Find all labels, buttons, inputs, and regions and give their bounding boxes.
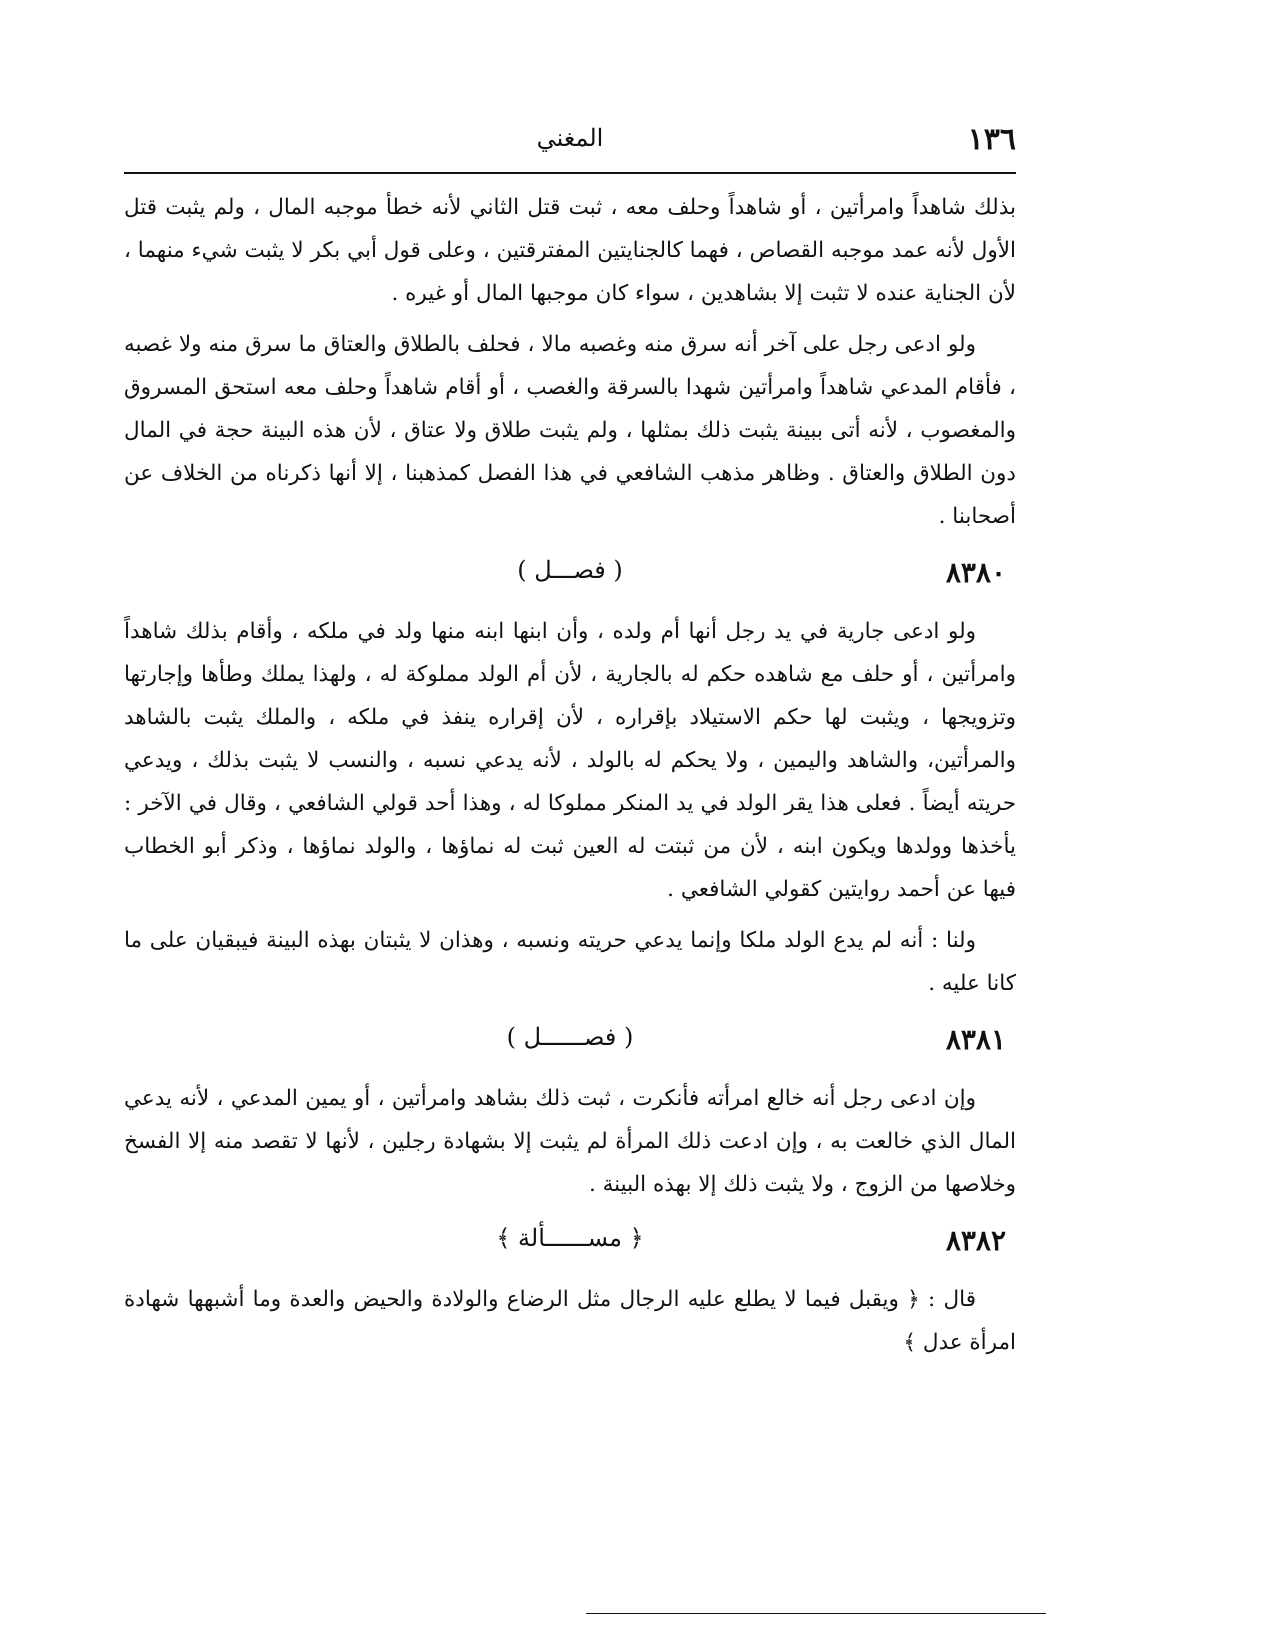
paragraph-umm-walad: ولو ادعى جارية في يد رجل أنها أم ولده ، وأن ابنها ابنه منها ولد في ملكه ، وأقام بذلك شاهداً وامرأتين ، أو حلف مع شاهده حكم له بالجارية ، لأن أم الولد مملوكة له ، ولهذا يملك وطأها وإجارتها وتزويجها ، ويثبت لها حكم الاستيلاد بإقراره ، لأن إقراره ينفذ في ملكه ، والملك يثبت بالشاهد والمرأتين، والشاهد واليمين ، ولا يحكم له بالولد ، لأنه يدعي نسبه ، والنسب لا يثبت بذلك ، ويدعي حريته أيضاً . فعلى هذا يقر الولد في يد المنكر مملوكا له ، وهذا أحد قولي الشافعي ، وقال في الآخر : يأخذها وولدها ويكون ابنه ، لأن من ثبتت له العين ثبت له نماؤها ، والولد نماؤها ، وذكر أبو الخطاب فيها عن أحمد روايتين كقولي الشافعي . [124, 619, 1016, 902]
body-text [124, 186, 1016, 1372]
section-heading-8380 [124, 546, 1016, 608]
section-title: ( فصـــل ) [517, 556, 623, 584]
paragraph-matn-quote: قال : ﴿ ويقبل فيما لا يطلع عليه الرجال مثل الرضاع والولادة والحيض والعدة وما أشبهها شهادة امرأة عدل ﴾ [124, 1287, 1016, 1355]
page-number: ١٣٦ [967, 122, 1016, 157]
paragraph-continuation: بذلك شاهداً وامرأتين ، أو شاهداً وحلف معه ، ثبت قتل الثاني لأنه خطأ موجبه المال ، ولم يثبت قتل الأول لأنه عمد موجبه القصاص ، فهما كالجنايتين المفترقتين ، وعلى قول أبي بكر لا يثبت شيء منهما ، لأن الجناية عنده لا تثبت إلا بشاهدين ، سواء كان موجبها المال أو غيره . [124, 195, 1016, 306]
footer-divider [586, 1613, 1046, 1614]
page-header [124, 118, 1016, 172]
section-title: ﴿ مســــــألة ﴾ [496, 1224, 644, 1252]
paragraph-response: ولنا : أنه لم يدع الولد ملكا وإنما يدعي حريته ونسبه ، وهذان لا يثبتان بهذه البينة فيبقيان على ما كانا عليه . [124, 928, 1016, 996]
running-title: المغني [536, 124, 604, 152]
section-title: ( فصــــــل ) [506, 1023, 634, 1051]
section-number: ٨٣٨٠ [945, 556, 1006, 589]
paragraph-khul: وإن ادعى رجل أنه خالع امرأته فأنكرت ، ثبت ذلك بشاهد وامرأتين ، أو يمين المدعي ، لأنه يدعي المال الذي خالعت به ، وإن ادعت ذلك المرأة لم يثبت إلا بشهادة رجلين ، لأنها لا تقصد منه إلا الفسخ وخلاصها من الزوج ، ولا يثبت ذلك إلا بهذه البينة . [124, 1086, 1016, 1197]
section-heading-8381 [124, 1013, 1016, 1075]
section-heading-8382 [124, 1214, 1016, 1276]
section-number: ٨٣٨١ [945, 1023, 1006, 1056]
section-number: ٨٣٨٢ [945, 1224, 1006, 1257]
paragraph-theft-claim: ولو ادعى رجل على آخر أنه سرق منه وغصبه مالا ، فحلف بالطلاق والعتاق ما سرق منه ولا غصبه ، فأقام المدعي شاهداً وامرأتين شهدا بالسرقة والغصب ، أو أقام شاهداً وحلف معه استحق المسروق والمغصوب ، لأنه أتى ببينة يثبت ذلك بمثلها ، ولم يثبت طلاق ولا عتاق ، لأن هذه البينة حجة في المال دون الطلاق والعتاق . وظاهر مذهب الشافعي في هذا الفصل كمذهبنا ، إلا أنها ذكرناه من الخلاف عن أصحابنا . [124, 332, 1016, 529]
header-divider [124, 172, 1016, 174]
